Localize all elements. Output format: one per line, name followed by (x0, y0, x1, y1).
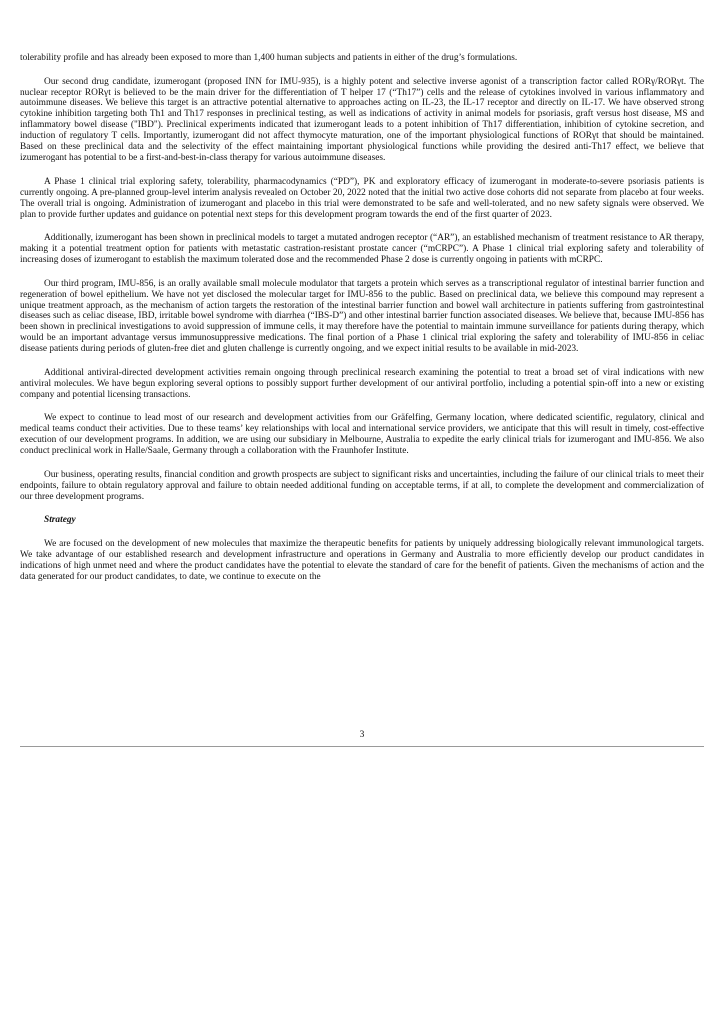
paragraph-izumerogant: Our second drug candidate, izumerogant (proposed INN for IMU-935), is a highly potent and selective inverse agonist of a transcription factor called RORγ/RORγt. The nuclear receptor RORγt is believed to be the main driver for the differentiation of T helper 17 (“Th17”) cells and the release of cytokines involved in various inflammatory and autoimmune diseases. We believe this target is an attractive potential alternative to approaches acting on IL-23, the IL-17 receptor and directly on IL-17. We have observed strong cytokine inhibition targeting both Th1 and Th17 responses in preclinical testing, as well as indications of activity in animal models for psoriasis, graft versus host disease, MS and inflammatory bowel disease ("IBD"). Preclinical experiments indicated that izumerogant leads to a potent inhibition of Th17 differentiation, inhibition of cytokine secretion, and induction of regulatory T cells. Importantly, izumerogant did not affect thymocyte maturation, one of the important physiological functions of RORγt that should be maintained. Based on these preclinical data and the selectivity of the effect maintaining important physiological functions while providing the desired anti-Th17 effect, we believe that izumerogant has potential to be a first-and-best-in-class therapy for various autoimmune diseases. (20, 76, 704, 164)
paragraph-risks: Our business, operating results, financial condition and growth prospects are subject to significant risks and uncertainties, including the failure of our clinical trials to meet their endpoints, failure to obtain regulatory approval and failure to obtain needed additional funding on acceptable terms, if at all, to complete the development and commercialization of our three development programs. (20, 469, 704, 502)
paragraph-phase1-psoriasis: A Phase 1 clinical trial exploring safety, tolerability, pharmacodynamics (“PD”), PK and exploratory efficacy of izumerogant in moderate-to-severe psoriasis patients is currently ongoing. A pre-planned group-level interim analysis revealed on October 20, 2022 noted that the initial two active dose cohorts did not separate from placebo at four weeks. The overall trial is ongoing. Administration of izumerogant and placebo in this trial were demonstrated to be safe and well-tolerated, and no new safety signals were observed. We plan to provide further updates and guidance on potential next steps for this development program towards the end of the first quarter of 2023. (20, 176, 704, 220)
document-page (20, 53, 704, 595)
paragraph-locations: We expect to continue to lead most of our research and development activities from our Gräfelfing, Germany location, where dedicated scientific, regulatory, clinical and medical teams conduct their activities. Due to these teams’ key relationships with local and international service providers, we anticipate that this will result in timely, cost-effective execution of our development programs. In addition, we are using our subsidiary in Melbourne, Australia to expedite the early clinical trials for izumerogant and IMU-856. We also conduct preclinical work in Halle/Saale, Germany through a collaboration with the Fraunhofer Institute. (20, 413, 704, 457)
paragraph-mcrpc: Additionally, izumerogant has been shown in preclinical models to target a mutated androgen receptor (“AR”), an established mechanism of treatment resistance to AR therapy, making it a potential treatment option for patients with metastatic castration-resistant prostate cancer (“mCRPC”). A Phase 1 clinical trial exploring safety and tolerability of increasing doses of izumerogant to establish the maximum tolerated dose and the recommended Phase 2 dose is currently ongoing in patients with mCRPC. (20, 233, 704, 266)
paragraph-antiviral: Additional antiviral-directed development activities remain ongoing through preclinical research examining the potential to treat a broad set of viral indications with new antiviral molecules. We have begun exploring several options to possibly support further development of our antiviral portfolio, including a potential spin-off into a new or existing company and potential licensing transactions. (20, 367, 704, 400)
paragraph-tolerability: tolerability profile and has already been exposed to more than 1,400 human subjects and patients in either of the drug’s formulations. (20, 53, 518, 63)
section-heading-strategy: Strategy (44, 515, 76, 526)
paragraph-imu-856: Our third program, IMU-856, is an orally available small molecule modulator that targets a protein which serves as a transcriptional regulator of intestinal barrier function and regeneration of bowel epithelium. We have not yet disclosed the molecular target for IMU-856 to the public. Based on preclinical data, we believe this compound may represent a unique treatment approach, as the mechanism of action targets the restoration of the intestinal barrier function and bowel wall architecture in patients suffering from gastrointestinal diseases such as celiac disease, IBD, irritable bowel syndrome with diarrhea (“IBS-D”) and other intestinal barrier function associated diseases. We believe that, because IMU-856 has been shown in preclinical investigations to avoid suppression of immune cells, it may therefore have the potential to maintain immune surveillance for patients during therapy, which would be an important advantage versus immunosuppressive medications. The final portion of a Phase 1 clinical trial exploring the safety and tolerability of IMU-856 in celiac disease patients during periods of gluten-free diet and gluten challenge is currently ongoing, and we expect initial results to be available in mid-2023. (20, 278, 704, 355)
paragraph-strategy: We are focused on the development of new molecules that maximize the therapeutic benefits for patients by uniquely addressing biologically relevant immunological targets. We take advantage of our established research and development infrastructure and operations in Germany and Australia to more efficiently develop our product candidates in indications of high unmet need and where the product candidates have the potential to elevate the standard of care for the benefit of patients. Given the mechanisms of action and the data generated for our product candidates, to date, we continue to execute on the (20, 538, 704, 582)
page-divider (20, 746, 704, 747)
page-number: 3 (359, 730, 365, 740)
